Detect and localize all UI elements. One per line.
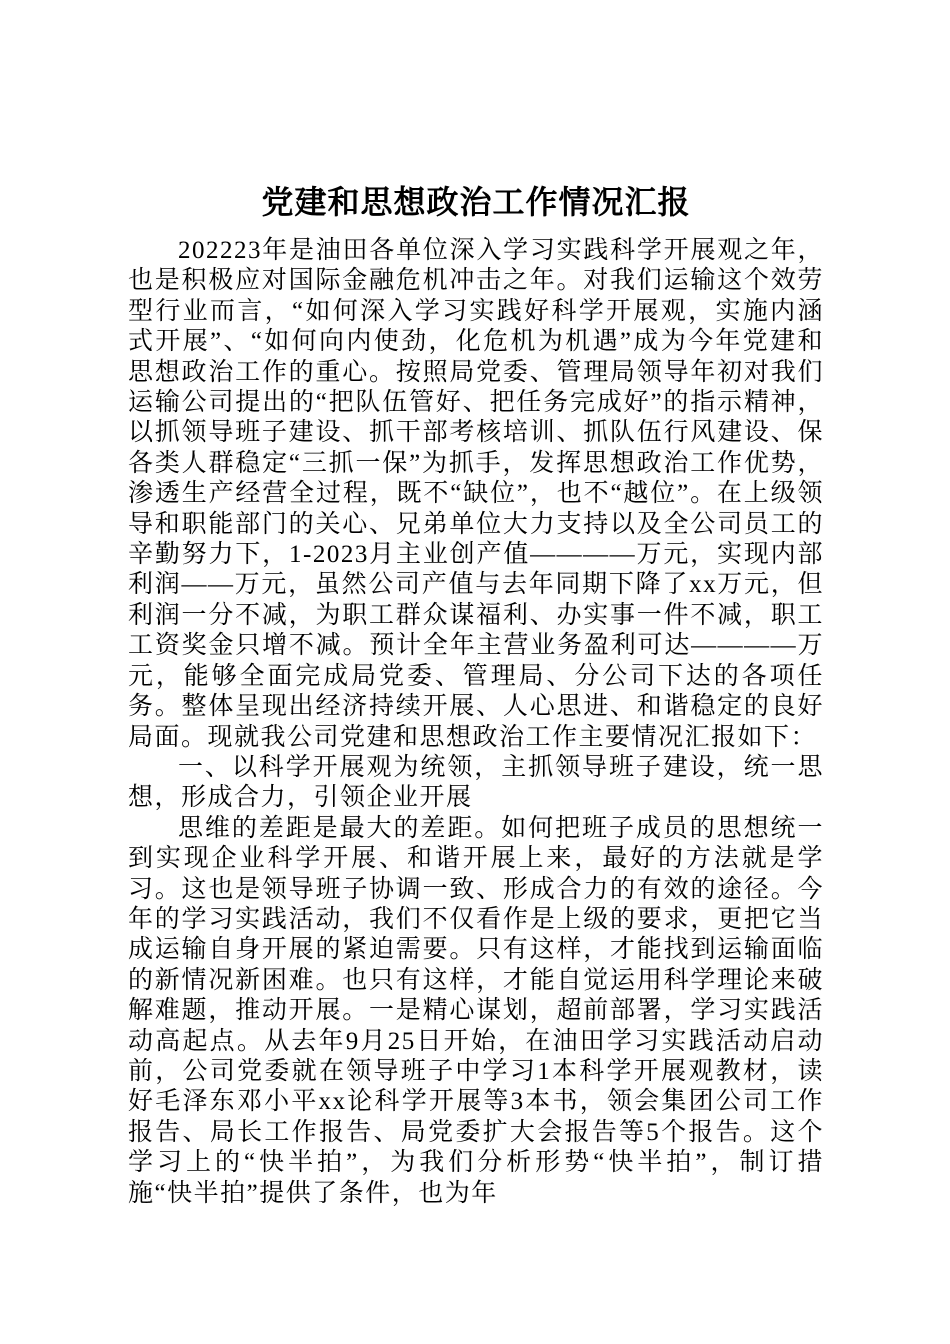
paragraph-section-body: 思维的差距是最大的差距。如何把班子成员的思想统一到实现企业科学开展、和谐开展上来，最好的方法就是学习。这也是领导班子协调一致、形成合力的有效的途径。今年的学习实践活动，我们不仅看作是上级的要求，更把它当成运输自身开展的紧迫需要。只有这样，才能找到运输面临的新情况新困难。也只有这样，才能自觉运用科学理论来破解难题，推动开展。一是精心谋划，超前部署，学习实践活动高起点。从去年9月25日开始，在油田学习实践活动启动前，公司党委就在领导班子中学习1本科学开展观教材，读好毛泽东邓小平xx论科学开展等3本书，领会集团公司工作报告、局长工作报告、局党委扩大会报告等5个报告。这个学习上的“快半拍”，为我们分析形势“快半拍”，制订措施“快半拍”提供了条件，也为年 — [128, 814, 824, 1207]
document-title: 党建和思想政治工作情况汇报 — [261, 184, 691, 220]
paragraph-intro: 202223年是油田各单位深入学习实践科学开展观之年，也是积极应对国际金融危机冲击之年。对我们运输这个效劳型行业而言，“如何深入学习实践好科学开展观，实施内涵式开展”、“如何向内使劲，化危机为机遇”成为今年党建和思想政治工作的重心。按照局党委、管理局领导年初对我们运输公司提出的“把队伍管好、把任务完成好”的指示精神，以抓领导班子建设、抓干部考核培训、抓队伍行风建设、保各类人群稳定“三抓一保”为抓手，发挥思想政治工作优势，渗透生产经营全过程，既不“缺位”，也不“越位”。在上级领导和职能部门的关心、兄弟单位大力支持以及全公司员工的辛勤努力下，1-2023月主业创产值————万元，实现内部利润——万元，虽然公司产值与去年同期下降了xx万元，但利润一分不减，为职工群众谋福利、办实事一件不减，职工工资奖金只增不减。预计全年主营业务盈利可达————万元，能够全面完成局党委、管理局、分公司下达的各项任务。整体呈现出经济持续开展、人心思进、和谐稳定的良好局面。现就我公司党建和思想政治工作主要情况汇报如下： — [128, 237, 824, 751]
paragraph-section-heading: 一、以科学开展观为统领，主抓领导班子建设，统一思想，形成合力，引领企业开展 — [128, 753, 824, 812]
